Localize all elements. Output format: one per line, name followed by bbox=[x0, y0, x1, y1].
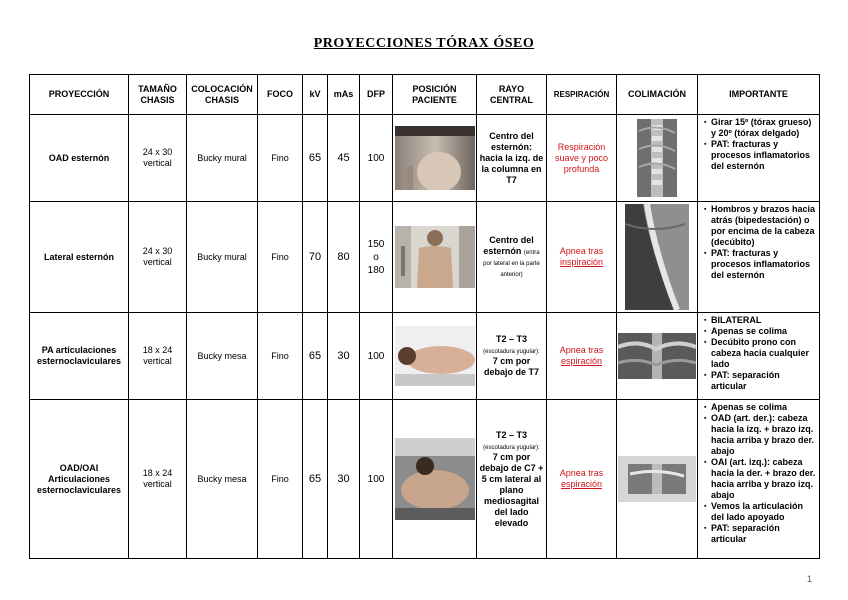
importante-item: ▪ Apenas se colima bbox=[704, 326, 817, 337]
patient-position-photo bbox=[395, 226, 475, 288]
resp-underlined: inspiración bbox=[559, 257, 604, 267]
resp-plain: Apnea tras bbox=[559, 468, 604, 478]
resp-plain: Apnea tras bbox=[559, 345, 604, 355]
cell-colocacion: Bucky mesa bbox=[187, 313, 258, 400]
header-mas: mAs bbox=[328, 75, 360, 115]
cell-proyeccion: Lateral esternón bbox=[30, 202, 129, 313]
header-proyeccion: PROYECCIÓN bbox=[30, 75, 129, 115]
table-row bbox=[30, 313, 820, 400]
cell-foco: Fino bbox=[258, 313, 303, 400]
cell-colocacion: Bucky mural bbox=[187, 202, 258, 313]
importante-item: ▪ Hombros y brazos hacia atrás (bipedestación) o por encima de la cabeza (decúbito) bbox=[704, 204, 817, 248]
importante-item: ▪ PAT: fracturas y procesos inflamatorios del esternón bbox=[704, 248, 817, 281]
importante-item: ▪ OAD (art. der.): cabeza hacia la izq. + brazo izq. hacia arriba y brazo der. abajo bbox=[704, 413, 817, 457]
cell-respiracion bbox=[547, 202, 617, 313]
collimation-xray bbox=[618, 333, 696, 379]
table-row bbox=[30, 115, 820, 202]
rayo-main: T2 – T3 bbox=[495, 334, 527, 344]
cell-colimacion-xray bbox=[617, 400, 698, 559]
importante-item: ▪ Vemos la articulación del lado apoyado bbox=[704, 501, 817, 523]
cell-rayo bbox=[477, 115, 547, 202]
cell-posicion-photo bbox=[393, 400, 477, 559]
header-colimacion: COLIMACIÓN bbox=[617, 75, 698, 115]
cell-foco: Fino bbox=[258, 202, 303, 313]
header-posicion: POSICIÓN PACIENTE bbox=[393, 75, 477, 115]
header-rayo: RAYO CENTRAL bbox=[477, 75, 547, 115]
patient-position-photo bbox=[395, 438, 475, 520]
cell-respiracion bbox=[547, 313, 617, 400]
rayo-after: 7 cm por debajo de C7 + 5 cm lateral al plano mediosagital del lado elevado bbox=[479, 451, 544, 528]
cell-importante bbox=[698, 400, 820, 559]
cell-kv: 65 bbox=[303, 115, 328, 202]
cell-kv: 65 bbox=[303, 313, 328, 400]
resp-underlined: espiración bbox=[560, 356, 603, 366]
table-row bbox=[30, 202, 820, 313]
cell-mas: 45 bbox=[328, 115, 360, 202]
cell-kv: 70 bbox=[303, 202, 328, 313]
cell-importante bbox=[698, 313, 820, 400]
cell-rayo bbox=[477, 202, 547, 313]
rayo-main: Centro del esternón: hacia la izq. de la columna en T7 bbox=[479, 130, 544, 185]
cell-rayo bbox=[477, 313, 547, 400]
cell-proyeccion: OAD/OAI Articulaciones esternoclaviculares bbox=[30, 400, 129, 559]
table-row bbox=[30, 400, 820, 559]
header-dfp: DFP bbox=[360, 75, 393, 115]
cell-rayo bbox=[477, 400, 547, 559]
header-tamano: TAMAÑO CHASIS bbox=[129, 75, 187, 115]
header-colocacion: COLOCACIÓN CHASIS bbox=[187, 75, 258, 115]
cell-posicion-photo bbox=[393, 115, 477, 202]
cell-mas: 80 bbox=[328, 202, 360, 313]
resp-plain: Apnea tras bbox=[559, 246, 604, 256]
rayo-main: Centro del esternón bbox=[483, 235, 534, 256]
patient-position-photo bbox=[395, 126, 475, 190]
cell-colocacion: Bucky mesa bbox=[187, 400, 258, 559]
importante-item: ▪ PAT: fracturas y procesos inflamatorios del esternón bbox=[704, 139, 817, 172]
cell-tamano: 18 x 24 vertical bbox=[129, 313, 187, 400]
header-respiracion: RESPIRACIÓN bbox=[547, 75, 617, 115]
cell-colimacion-xray bbox=[617, 202, 698, 313]
header-kv: kV bbox=[303, 75, 328, 115]
rayo-after: 7 cm por debajo de T7 bbox=[483, 356, 539, 377]
header-foco: FOCO bbox=[258, 75, 303, 115]
cell-colimacion-xray bbox=[617, 313, 698, 400]
cell-tamano: 24 x 30 vertical bbox=[129, 115, 187, 202]
document-title: PROYECCIONES TÓRAX ÓSEO bbox=[313, 36, 535, 51]
collimation-xray bbox=[625, 204, 689, 310]
rayo-main: T2 – T3 bbox=[495, 429, 527, 440]
cell-mas: 30 bbox=[328, 400, 360, 559]
importante-item: ▪ Girar 15º (tórax grueso) y 20º (tórax delgado) bbox=[704, 117, 817, 139]
importante-item: ▪ OAI (art. izq.): cabeza hacia la der. + brazo der. hacia arriba y brazo izq. abajo bbox=[704, 457, 817, 501]
importante-item: ▪ PAT: separación articular bbox=[704, 523, 817, 545]
cell-proyeccion: PA articulaciones esternoclaviculares bbox=[30, 313, 129, 400]
cell-posicion-photo bbox=[393, 313, 477, 400]
cell-colimacion-xray bbox=[617, 115, 698, 202]
cell-respiracion bbox=[547, 115, 617, 202]
importante-item: ▪ BILATERAL bbox=[704, 315, 817, 326]
cell-dfp: 100 bbox=[360, 115, 393, 202]
header-importante: IMPORTANTE bbox=[698, 75, 820, 115]
cell-dfp: 150 o 180 bbox=[360, 202, 393, 313]
cell-dfp: 100 bbox=[360, 313, 393, 400]
cell-kv: 65 bbox=[303, 400, 328, 559]
importante-item: ▪ Decúbito prono con cabeza hacia cualquier lado bbox=[704, 337, 817, 370]
cell-respiracion bbox=[547, 400, 617, 559]
cell-proyeccion: OAD esternón bbox=[30, 115, 129, 202]
cell-foco: Fino bbox=[258, 400, 303, 559]
rayo-small: (escotadura yugular): bbox=[483, 349, 540, 355]
rayo-small: (entra por lateral en la parte anterior) bbox=[483, 250, 540, 278]
resp-underlined: espiración bbox=[560, 479, 603, 489]
cell-foco: Fino bbox=[258, 115, 303, 202]
cell-mas: 30 bbox=[328, 313, 360, 400]
cell-tamano: 18 x 24 vertical bbox=[129, 400, 187, 559]
cell-colocacion: Bucky mural bbox=[187, 115, 258, 202]
projections-table bbox=[29, 74, 820, 559]
cell-importante bbox=[698, 115, 820, 202]
cell-posicion-photo bbox=[393, 202, 477, 313]
cell-dfp: 100 bbox=[360, 400, 393, 559]
header-row bbox=[30, 75, 820, 115]
resp-plain: Respiración suave y poco profunda bbox=[554, 141, 609, 174]
cell-importante bbox=[698, 202, 820, 313]
importante-item: ▪ PAT: separación articular bbox=[704, 370, 817, 392]
collimation-xray bbox=[637, 119, 677, 197]
importante-item: ▪ Apenas se colima bbox=[704, 402, 817, 413]
cell-tamano: 24 x 30 vertical bbox=[129, 202, 187, 313]
rayo-small: (escotadura yugular): bbox=[483, 444, 540, 451]
page-number: 1 bbox=[806, 574, 812, 584]
patient-position-photo bbox=[395, 326, 475, 386]
collimation-xray bbox=[618, 456, 696, 502]
